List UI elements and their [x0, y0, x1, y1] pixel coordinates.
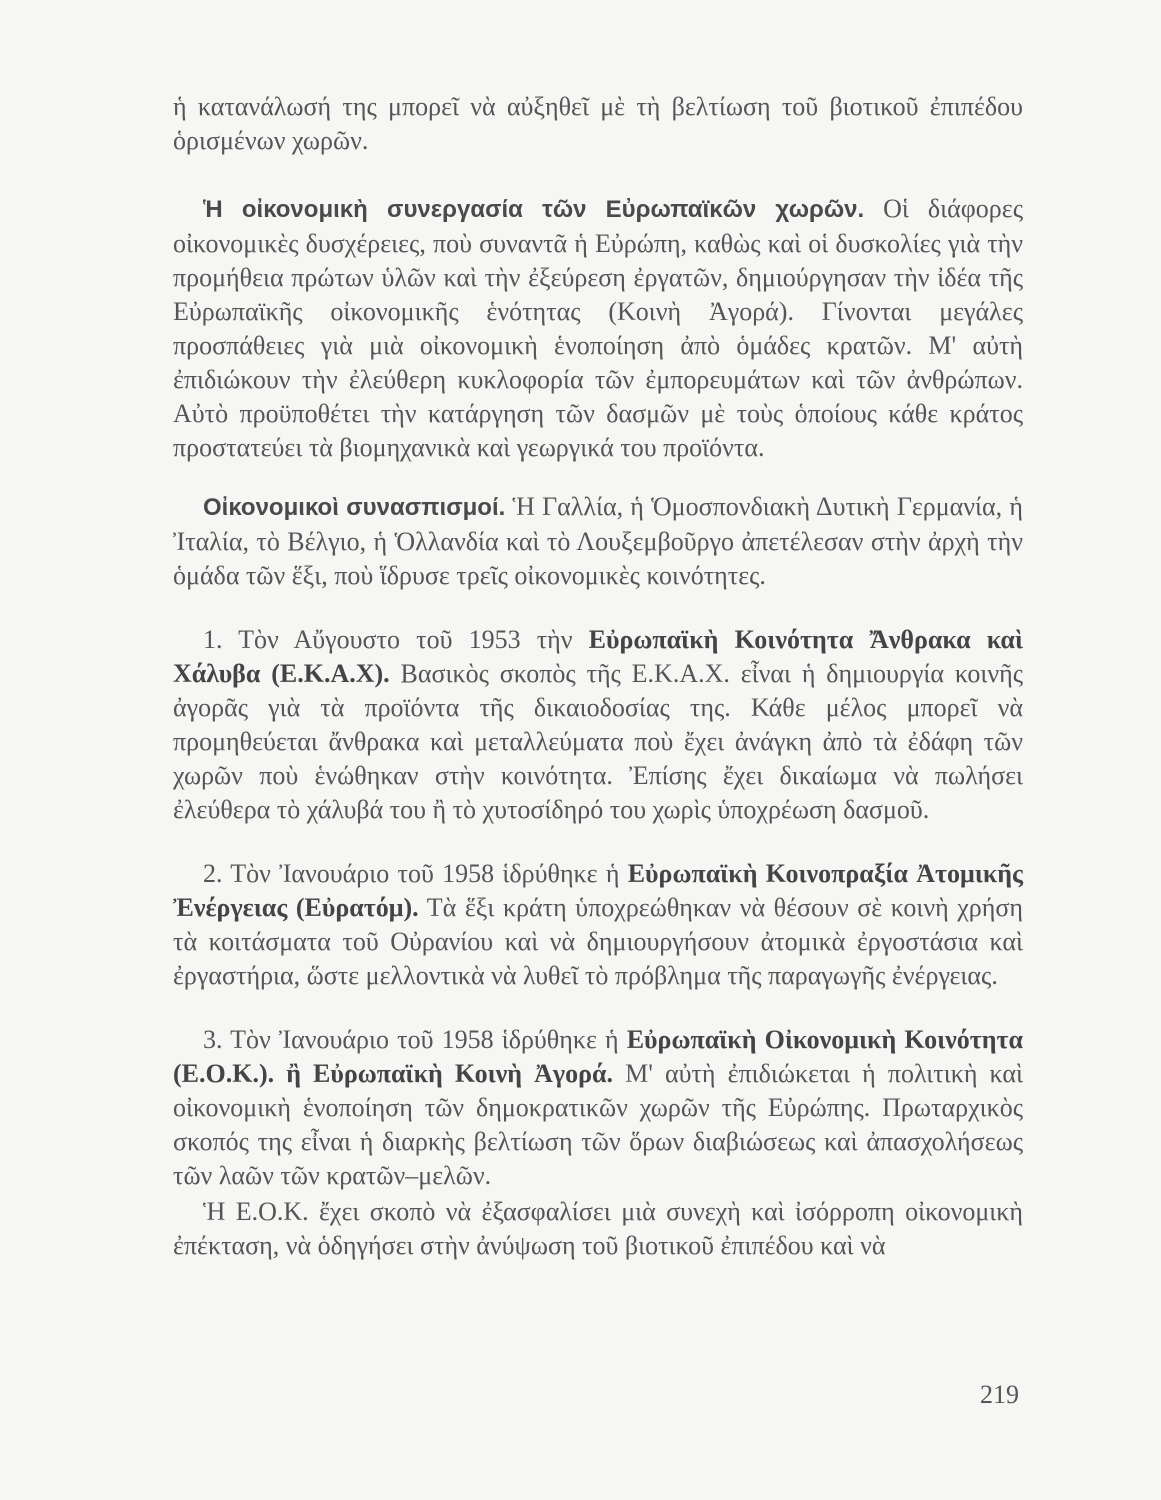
- list-item-text: Βασικὸς σκοπὸς τῆς Ε.Κ.Α.Χ. εἶναι ἡ δημιουργία κοινῆς ἀγορᾶς γιὰ τὰ προϊόντα τῆς δικαιοδοσίας της. Κάθε μέλος μπορεῖ νὰ προμηθεύεται ἄνθρακα καὶ μεταλλεύματα ποὺ ἔχει ἀνάγκη ἀπὸ τὰ ἐδάφη τῶν χωρῶν ποὺ ἑνώθηκαν στὴν κοινότητα. Ἐπίσης ἔχει δικαίωμα νὰ πωλήσει ἐλεύθερα τὸ χάλυβά του ἢ τὸ χυτοσίδηρό του χωρὶς ὑποχρέωση δασμοῦ.: [173, 659, 1023, 824]
- list-item-ecsc: [173, 623, 1023, 827]
- list-item-euratom: [173, 857, 1023, 993]
- section-heading-economic-cooperation: Ἡ οἰκονομικὴ συνεργασία τῶν Εὐρωπαϊκῶν χωρῶν.: [203, 196, 865, 223]
- paragraph-text: ἡ κατανάλωσή της μπορεῖ νὰ αὐξηθεῖ μὲ τὴ βελτίωση τοῦ βιοτικοῦ ἐπιπέδου ὁρισμένων χωρῶν.: [173, 92, 1023, 155]
- list-item-eec: [173, 1023, 1023, 1193]
- paragraph-text: Ἡ Γαλλία, ἡ Ὁμοσπονδιακὴ Δυτικὴ Γερμανία, ἡ Ἰταλία, τὸ Βέλγιο, ἡ Ὁλλανδία καὶ τὸ Λουξεμβοῦργο ἀπετέλεσαν στὴν ἀρχὴ τὴν ὁμάδα τῶν ἕξι, ποὺ ἵδρυσε τρεῖς οἰκονομικὲς κοινότητες.: [173, 492, 1023, 590]
- list-item-lead: 1. Τὸν Αὔγουστο τοῦ 1953 τὴν: [203, 625, 589, 654]
- page-number: 219: [980, 1380, 1019, 1409]
- paragraph-economic-cooperation: [173, 192, 1023, 465]
- list-item-text: Τὰ ἕξι κράτη ὑποχρεώθηκαν νὰ θέσουν σὲ κοινὴ χρήση τὰ κοιτάσματα τοῦ Οὐρανίου καὶ νὰ δημιουργήσουν ἀτομικὰ ἐργοστάσια καὶ ἐργαστήρια, ὥστε μελλοντικὰ νὰ λυθεῖ τὸ πρόβλημα τῆς παραγωγῆς ἐνέργειας.: [173, 893, 1023, 990]
- section-heading-economic-blocs: Οἰκονομικοὶ συνασπισμοί.: [203, 494, 506, 521]
- term-eec: Εὐρωπαϊκὴ Οἰκονομικὴ Κοινότητα (Ε.Ο.Κ.). ἢ Εὐρωπαϊκὴ Κοινὴ Ἀγορά.: [173, 1025, 1023, 1088]
- list-item-lead: 3. Τὸν Ἰανουάριο τοῦ 1958 ἱδρύθηκε ἡ: [203, 1025, 627, 1054]
- paragraph-consumption: [173, 90, 1023, 158]
- paragraph-economic-blocs: [173, 490, 1023, 593]
- paragraph-text: Ἡ Ε.Ο.Κ. ἔχει σκοπὸ νὰ ἐξασφαλίσει μιὰ συνεχὴ καὶ ἰσόρροπη οἰκονομικὴ ἐπέκταση, νὰ ὁδηγήσει στὴν ἀνύψωση τοῦ βιοτικοῦ ἐπιπέδου καὶ νὰ: [173, 1197, 1023, 1260]
- list-item-lead: 2. Τὸν Ἰανουάριο τοῦ 1958 ἱδρύθηκε ἡ: [203, 859, 628, 888]
- paragraph-text: Οἱ διάφορες οἰκονομικὲς δυσχέρειες, ποὺ συναντᾶ ἡ Εὐρώπη, καθὼς καὶ οἱ δυσκολίες γιὰ τὴν προμήθεια πρώτων ὑλῶν καὶ τὴν ἐξεύρεση ἐργατῶν, δημιούργησαν τὴν ἰδέα τῆς Εὐρωπαϊκῆς οἰκονομικῆς ἑνότητας (Κοινὴ Ἀγορά). Γίνονται μεγάλες προσπάθειες γιὰ μιὰ οἰκονομικὴ ἑνοποίηση ἀπὸ ὁμάδες κρατῶν. Μ' αὐτὴ ἐπιδιώκουν τὴν ἐλεύθερη κυκλοφορία τῶν ἐμπορευμάτων καὶ τῶν ἀνθρώπων. Αὐτὸ προϋποθέτει τὴν κατάργηση τῶν δασμῶν μὲ τοὺς ὁποίους κάθε κράτος προστατεύει τὰ βιομηχανικὰ καὶ γεωργικά του προϊόντα.: [173, 194, 1023, 462]
- list-item-text: Μ' αὐτὴ ἐπιδιώκεται ἡ πολιτικὴ καὶ οἰκονομικὴ ἑνοποίηση τῶν δημοκρατικῶν χωρῶν τῆς Εὐρώπης. Πρωταρχικὸς σκοπός της εἶναι ἡ διαρκὴς βελτίωση τῶν ὅρων διαβιώσεως καὶ ἀπασχολήσεως τῶν λαῶν τῶν κρατῶν–μελῶν.: [173, 1059, 1023, 1190]
- page-body: [173, 90, 1023, 1263]
- paragraph-eec-goals: [173, 1195, 1023, 1263]
- term-euratom: Εὐρωπαϊκὴ Κοινοπραξία Ἀτομικῆς Ἐνέργειας (Εὐρατόμ).: [173, 859, 1023, 922]
- term-ecsc: Εὐρωπαϊκὴ Κοινότητα Ἄνθρακα καὶ Χάλυβα (Ε.Κ.Α.Χ).: [173, 625, 1023, 688]
